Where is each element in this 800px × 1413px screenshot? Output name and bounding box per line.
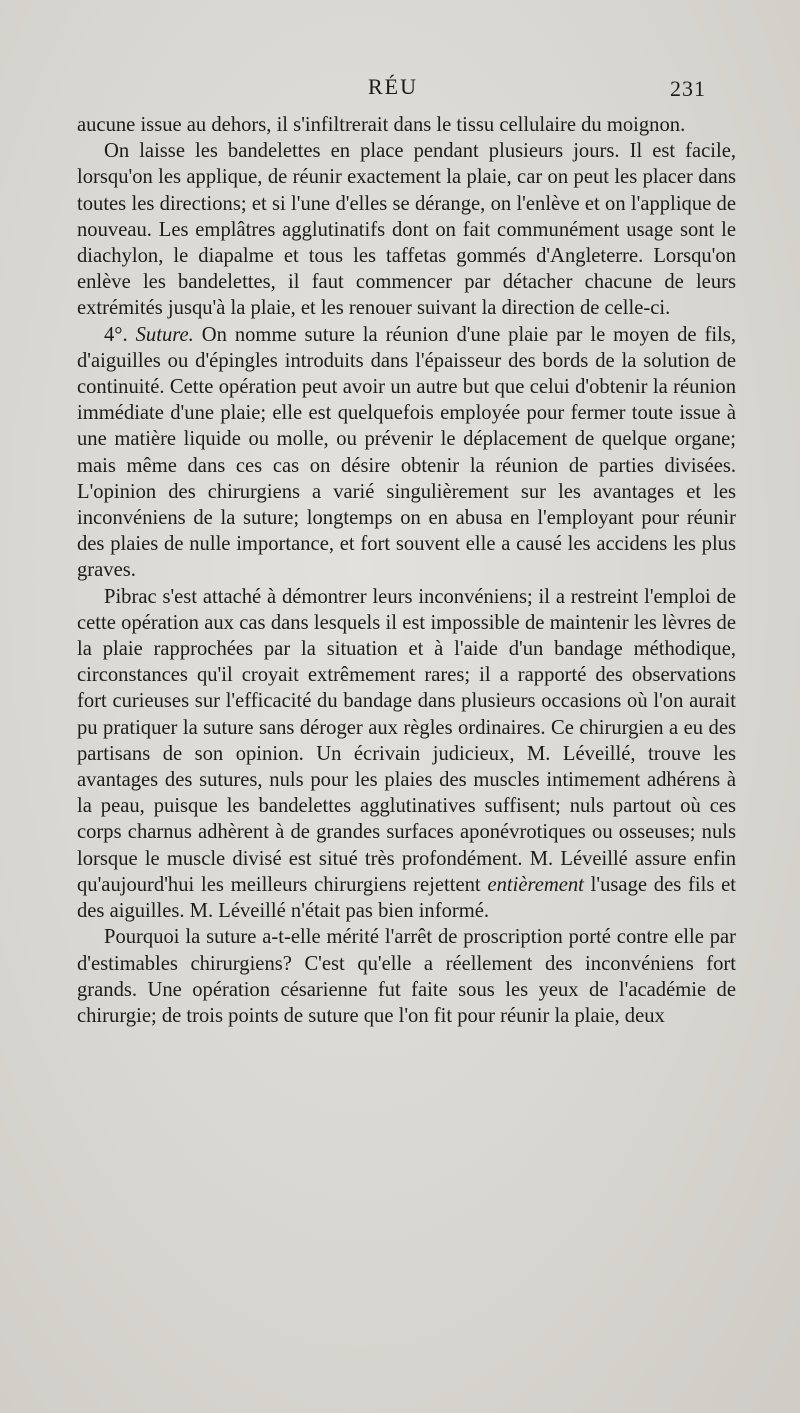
paragraph — [77, 924, 736, 1029]
section-number: 4°. — [104, 323, 136, 346]
paragraph — [77, 138, 736, 321]
paragraph-suture — [77, 322, 736, 584]
running-head — [0, 74, 800, 104]
paragraph — [77, 112, 736, 138]
paragraph-text: l'usage des fils et des aiguilles. M. Léveillé n'était pas bien informé. — [77, 873, 736, 923]
page-number: 231 — [670, 76, 706, 101]
paragraph-text: Pourquoi la suture a-t-elle mérité l'arrêt de proscription porté contre elle par d'estimables chirurgiens? C'est qu'elle a réellement des inconvéniens fort grands. Une opération césarienne fut faite sous les yeux de l'académie de chirurgie; de trois points de suture que l'on fit pour réunir la plaie, deux — [77, 926, 736, 1027]
paragraph-text: aucune issue au dehors, il s'infiltrerait dans le tissu cellulaire du moignon. — [77, 114, 686, 136]
paragraph-text: Pibrac s'est attaché à démontrer leurs inconvéniens; il a restreint l'emploi de cette opération aux cas dans lesquels il est impossible de maintenir les lèvres de la plaie rapprochées par la situation et à l'aide d'un bandage méthodique, circonstances qu'il croyait extrêmement rares; il a rapporté des observations fort curieuses sur l'efficacité du bandage dans plusieurs occasions où l'on aurait pu pratiquer la suture sans déroger aux règles ordinaires. Ce chirurgien a eu des partisans de son opinion. Un écrivain judicieux, M. Léveillé, trouve les avantages des sutures, nuls pour les plaies des muscles intimement adhérens à la peau, puisque les bandelettes agglutinatives suffisent; nuls partout où ces corps charnus adhèrent à de grandes surfaces aponévrotiques ou osseuses; nuls lorsque le muscle divisé est situé très profondément. M. Léveillé assure enfin qu'aujourd'hui les meilleurs chirurgiens rejettent — [77, 585, 736, 896]
paragraph-text: On laisse les bandelettes en place pendant plusieurs jours. Il est facile, lorsqu'on les applique, de réunir exactement la plaie, car on peut les placer dans toutes les directions; et si l'une d'elles se dérange, on l'enlève et on l'applique de nouveau. Les emplâtres agglutinatifs dont on fait communément usage sont le diachylon, le diapalme et tous les taffetas gommés d'Angleterre. Lorsqu'on enlève les bandelettes, il faut commencer par détacher chacune de leurs extrémités jusqu'à la plaie, et les renouer suivant la direction de celle-ci. — [77, 140, 736, 320]
running-head-title: RÉU — [368, 74, 418, 99]
emphasis: entièrement — [487, 873, 584, 896]
paragraph-text: On nomme suture la réunion d'une plaie par le moyen de fils, d'aiguilles ou d'épingles introduits dans l'épaisseur des bords de la solution de continuité. Cette opération peut avoir un autre but que celui d'obtenir la réunion immédiate d'une plaie; elle est quelquefois employée pour fermer toute issue à une matière liquide ou molle, ou prévenir le déplacement de quelque organe; mais même dans ces cas on désire obtenir la réunion de parties divisées. L'opinion des chirurgiens a varié singulièrement sur les avantages et les inconvéniens de la suture; longtemps on en abusa en l'employant pour réunir des plaies de nulle importance, et fort souvent elle a causé les accidens les plus graves. — [77, 323, 736, 582]
body-text — [77, 112, 736, 1029]
section-heading: Suture. — [135, 323, 194, 346]
paragraph — [77, 584, 736, 925]
